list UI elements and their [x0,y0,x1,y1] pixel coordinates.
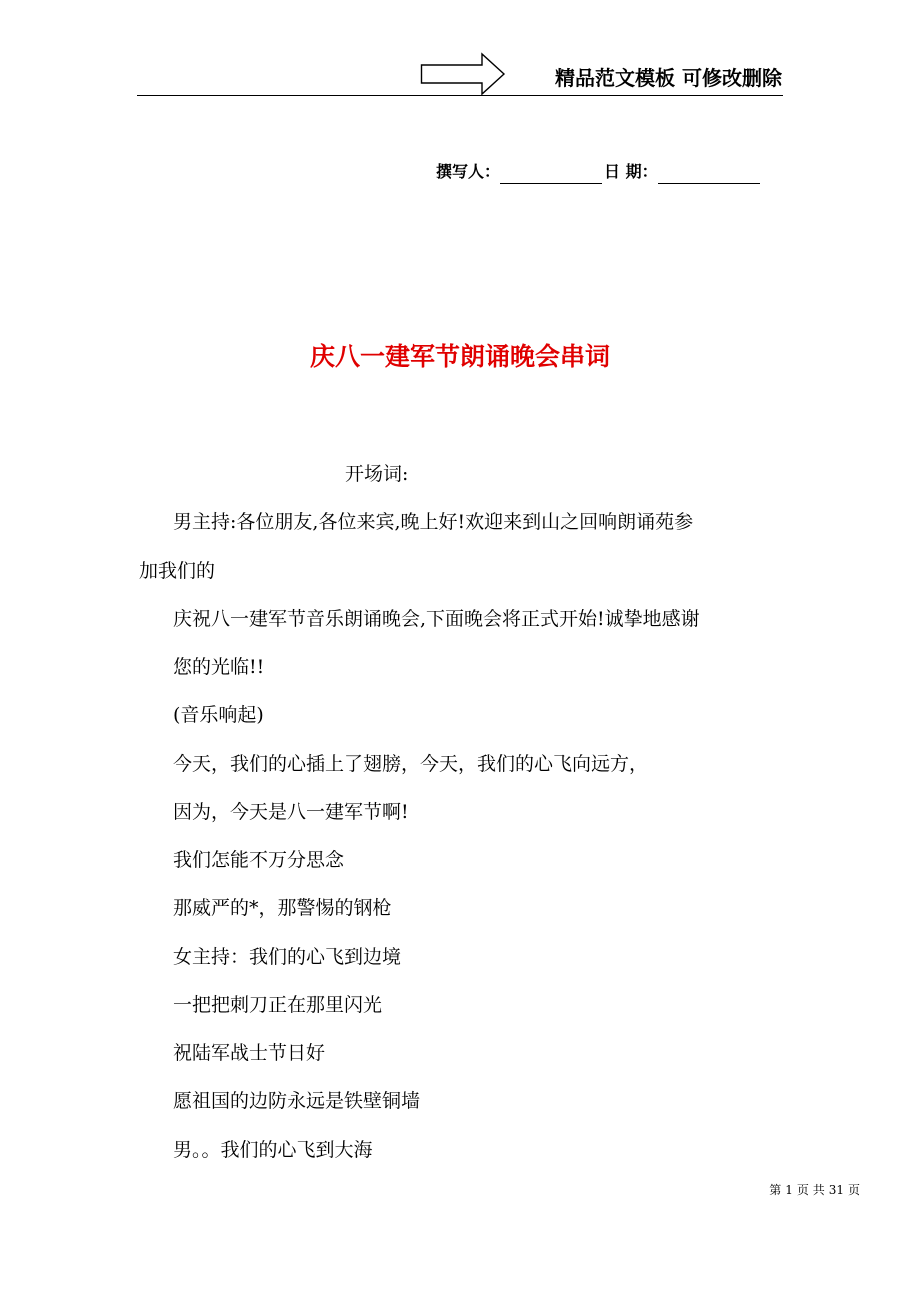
body-line: 庆祝八一建军节音乐朗诵晚会,下面晚会将正式开始!诚挚地感谢 [173,608,700,630]
footer-suffix: 页 [847,1183,860,1197]
date-blank [658,164,760,184]
body-line: 男。。我们的心飞到大海 [173,1139,373,1161]
body-line: 那威严的*，那警惕的钢枪 [173,897,392,919]
body-line: 我们怎能不万分思念 [173,849,345,871]
header-rule [137,95,783,96]
right-arrow-outline-icon [420,52,506,96]
footer-prefix: 第 [769,1183,782,1197]
document-title: 庆八一建军节朗诵晚会串词 [309,342,610,371]
author-blank [500,164,602,184]
body-line: 今天，我们的心插上了翅膀，今天，我们的心飞向远方， [173,753,649,775]
body-line: 愿祖国的边防永远是铁壁铜墙 [173,1090,421,1112]
footer-total-pages: 31 [828,1183,844,1197]
body-line: 祝陆军战士节日好 [173,1042,326,1064]
body-line: (音乐响起) [173,704,264,726]
body-line: 加我们的 [139,560,216,582]
page-footer [700,1180,862,1200]
author-label: 撰写人： [436,162,501,181]
body-line: 女主持：我们的心飞到边境 [173,946,402,968]
header-text: 精品范文模板 可修改删除 [555,66,782,90]
body-line: 一把把刺刀正在那里闪光 [173,994,383,1016]
body-line: 您的光临!! [173,656,265,678]
footer-middle: 页 共 [796,1183,825,1197]
footer-page-number: 1 [785,1183,793,1197]
date-label: 日 期： [604,162,658,181]
author-date-line [436,160,782,184]
body-line: 因为，今天是八一建军节啊! [173,801,409,823]
body-line: 开场词: [345,463,409,485]
body-line: 男主持:各位朋友,各位来宾,晚上好!欢迎来到山之回响朗诵苑参 [173,511,694,533]
